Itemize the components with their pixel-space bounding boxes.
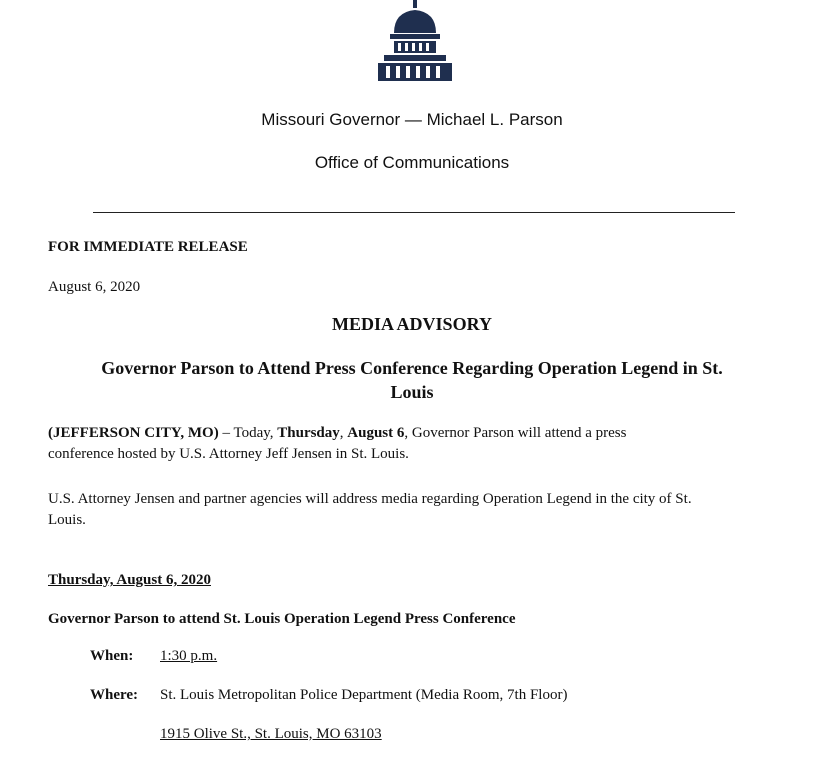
release-date: August 6, 2020 xyxy=(48,279,141,295)
when-value[interactable]: 1:30 p.m. xyxy=(160,648,218,664)
capitol-dome-icon xyxy=(374,0,456,82)
advisory-heading: MEDIA ADVISORY xyxy=(332,314,492,334)
p1-text-1: – Today, xyxy=(218,425,278,441)
paragraph-2 xyxy=(48,489,692,531)
paragraph-1 xyxy=(48,423,626,465)
advisory-title-line2: Louis xyxy=(390,382,434,402)
dateline: (JEFFERSON CITY, MO) xyxy=(48,425,219,441)
p1-date: August 6 xyxy=(347,425,405,441)
schedule-date-heading: Thursday, August 6, 2020 xyxy=(48,572,211,588)
paragraph-2-line2: Louis. xyxy=(48,512,86,528)
header-divider xyxy=(93,212,735,213)
office-name: Office of Communications xyxy=(314,153,510,172)
paragraph-2-line1: U.S. Attorney Jensen and partner agencies will address media regarding Operation Legend in the city of St. xyxy=(48,491,692,507)
event-title: Governor Parson to attend St. Louis Operation Legend Press Conference xyxy=(48,611,516,627)
paragraph-1-line1 xyxy=(48,423,626,444)
p1-day: Thursday xyxy=(277,425,340,441)
where-value: St. Louis Metropolitan Police Department (Media Room, 7th Floor) xyxy=(160,687,568,703)
when-label: When: xyxy=(90,648,134,664)
where-label: Where: xyxy=(90,687,139,703)
p1-text-3: , Governor Parson will attend a press xyxy=(404,425,627,441)
advisory-title xyxy=(0,356,824,404)
p1-text-2: , xyxy=(339,425,348,441)
governor-title: Missouri Governor — Michael L. Parson xyxy=(261,110,563,129)
paragraph-1-line2: conference hosted by U.S. Attorney Jeff Jensen in St. Louis. xyxy=(48,446,409,462)
advisory-title-line1: Governor Parson to Attend Press Conference Regarding Operation Legend in St. xyxy=(101,358,723,378)
release-label: FOR IMMEDIATE RELEASE xyxy=(48,239,248,255)
address-link[interactable]: 1915 Olive St., St. Louis, MO 63103 xyxy=(160,726,382,742)
